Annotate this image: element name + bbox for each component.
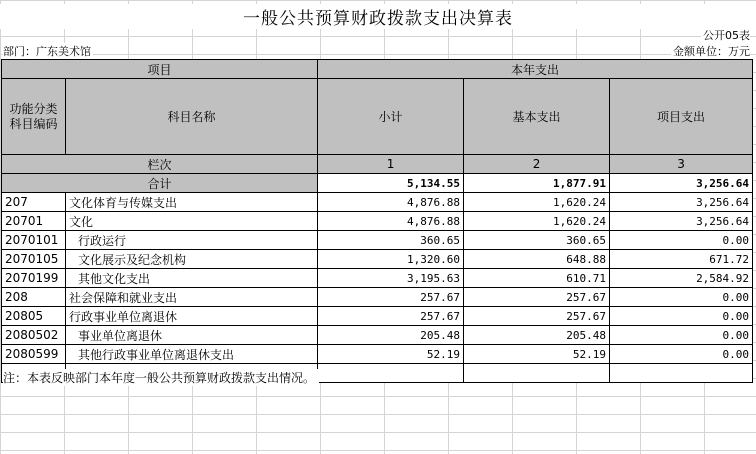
row-code: 20805	[2, 307, 66, 326]
row-subtotal: 257.67	[318, 288, 464, 307]
row-code: 208	[2, 288, 66, 307]
row-subtotal: 4,876.88	[318, 193, 464, 212]
table-row	[2, 193, 753, 212]
row-basic: 257.67	[464, 288, 610, 307]
total-project: 3,256.64	[610, 174, 753, 193]
row-code: 2070105	[2, 250, 66, 269]
header-row-main	[2, 79, 753, 155]
column-label: 栏次	[2, 155, 318, 174]
row-code: 207	[2, 193, 66, 212]
header-current-year: 本年支出	[318, 60, 753, 79]
total-label: 合计	[2, 174, 318, 193]
column-index-3: 3	[610, 155, 753, 174]
row-name: 其他行政事业单位离退休支出	[66, 345, 318, 364]
row-project: 3,256.64	[610, 193, 753, 212]
column-index-2: 2	[464, 155, 610, 174]
total-basic: 1,877.91	[464, 174, 610, 193]
row-project: 0.00	[610, 231, 753, 250]
row-subtotal: 4,876.88	[318, 212, 464, 231]
row-name: 事业单位离退休	[66, 326, 318, 345]
row-project: 3,256.64	[610, 212, 753, 231]
row-project: 671.72	[610, 250, 753, 269]
row-basic: 1,620.24	[464, 212, 610, 231]
form-number: 公开05表	[703, 29, 750, 42]
row-subtotal: 360.65	[318, 231, 464, 250]
row-name: 行政事业单位离退休	[66, 307, 318, 326]
row-subtotal: 1,320.60	[318, 250, 464, 269]
table-row	[2, 212, 753, 231]
row-project: 0.00	[610, 326, 753, 345]
row-basic: 257.67	[464, 307, 610, 326]
column-index-1: 1	[318, 155, 464, 174]
row-basic: 360.65	[464, 231, 610, 250]
row-code: 20701	[2, 212, 66, 231]
row-name: 其他文化支出	[66, 269, 318, 288]
row-subtotal: 205.48	[318, 326, 464, 345]
row-basic: 1,620.24	[464, 193, 610, 212]
table-row	[2, 250, 753, 269]
header-item: 项目	[2, 60, 318, 79]
row-basic: 610.71	[464, 269, 610, 288]
row-name: 社会保障和就业支出	[66, 288, 318, 307]
department-label: 部门：广东美术馆	[3, 45, 91, 58]
header-row-top	[2, 60, 753, 79]
table-row	[2, 345, 753, 364]
row-code: 2080599	[2, 345, 66, 364]
header-subtotal: 小计	[318, 79, 464, 155]
footnote: 注：本表反映部门本年度一般公共预算财政拨款支出情况。	[3, 369, 319, 386]
total-row	[2, 174, 753, 193]
row-name: 文化体育与传媒支出	[66, 193, 318, 212]
row-project: 0.00	[610, 288, 753, 307]
table-row	[2, 269, 753, 288]
table-row	[2, 231, 753, 250]
expenditure-table	[1, 59, 753, 383]
header-project: 项目支出	[610, 79, 753, 155]
row-basic: 205.48	[464, 326, 610, 345]
page-title: 一般公共预算财政拨款支出决算表	[0, 4, 756, 29]
row-project: 0.00	[610, 345, 753, 364]
column-index-row	[2, 155, 753, 174]
row-subtotal: 3,195.63	[318, 269, 464, 288]
row-code: 2070199	[2, 269, 66, 288]
row-name: 行政运行	[66, 231, 318, 250]
table-row	[2, 288, 753, 307]
row-name: 文化	[66, 212, 318, 231]
unit-label: 金额单位：万元	[673, 45, 750, 58]
row-basic: 52.19	[464, 345, 610, 364]
header-basic: 基本支出	[464, 79, 610, 155]
row-project: 0.00	[610, 307, 753, 326]
row-code: 2080502	[2, 326, 66, 345]
row-name: 文化展示及纪念机构	[66, 250, 318, 269]
header-code: 功能分类科目编码	[2, 79, 66, 155]
row-basic: 648.88	[464, 250, 610, 269]
table-row	[2, 307, 753, 326]
row-subtotal: 257.67	[318, 307, 464, 326]
total-subtotal: 5,134.55	[318, 174, 464, 193]
row-subtotal: 52.19	[318, 345, 464, 364]
row-project: 2,584.92	[610, 269, 753, 288]
row-code: 2070101	[2, 231, 66, 250]
header-name: 科目名称	[66, 79, 318, 155]
table-row	[2, 326, 753, 345]
